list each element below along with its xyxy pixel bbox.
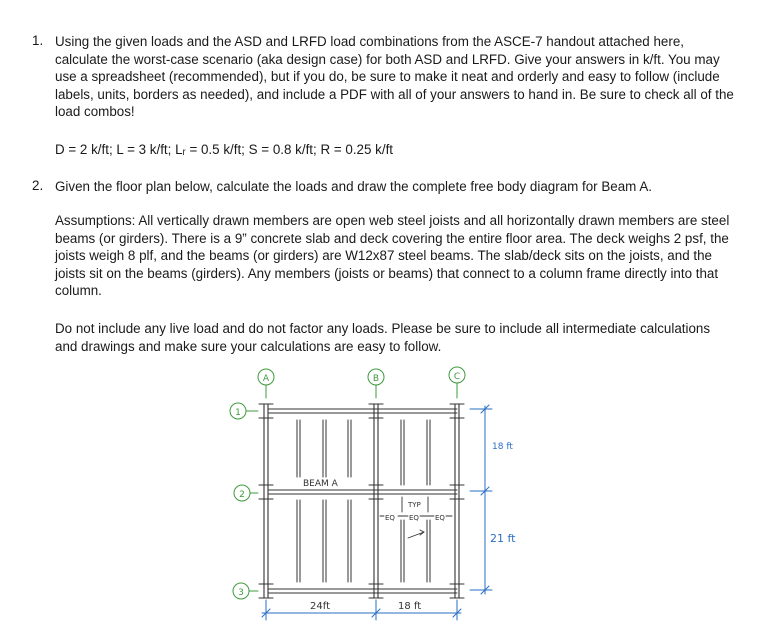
question-1-text: Using the given loads and the ASD and LRFD load combinations from the ASCE-7 handout attached here, calculate the worst-case scenario (aka design case) for both ASD and LRFD. Give your answers in k/ft. You may use a spreadsheet (recommended), but if you do, be sure to make it neat and orderly and easy to follow (include labels, units, borders as needed), and include a PDF with all of your answers to hand in. Be sure to check all of the load combos!: [55, 34, 734, 120]
question-2-assumptions: Assumptions: All vertically drawn members are open web steel joists and all horizontally drawn members are steel beams (or girders). There is a 9” concrete slab and deck covering the entire floor area. The deck weighs 2 psf, the joists weigh 8 plf, and the beams (or girders) are W12x87 steel beams. The slab/deck sits on the joists, and the joists sit on the beams (girders). Any members (joists or beams) that connect to a column frame directly into that column.: [55, 213, 730, 299]
grid-label-2: 2: [239, 490, 245, 500]
grid-row-bubbles: [230, 403, 258, 599]
question-2-number: 2.: [32, 178, 44, 193]
eq-label-2: EQ: [409, 514, 419, 522]
grid-label-c: C: [453, 372, 461, 382]
beam-a-label: BEAM A: [303, 479, 338, 489]
right-dimension: [470, 405, 492, 594]
grid-label-a: A: [262, 374, 270, 384]
question-2-instructions: Do not include any live load and do not factor any loads. Please be sure to include all intermediate calculations and drawings and make sure your calculations are easy to follow.: [55, 321, 711, 354]
question-1-loads: D = 2 k/ft; L = 3 k/ft; Lᵣ = 0.5 k/ft; S = 0.8 k/ft; R = 0.25 k/ft: [55, 142, 394, 157]
grid-column-bubbles: [258, 367, 465, 398]
question-2-text: Given the floor plan below, calculate the loads and draw the complete free body diagram for Beam A.: [55, 179, 652, 194]
eq-label-1: EQ: [385, 514, 395, 522]
dim-right-bay: 18 ft: [398, 601, 422, 612]
eq-label-3: EQ: [435, 514, 445, 522]
typ-label: TYP: [408, 501, 421, 509]
dim-top-span: 18 ft: [492, 442, 513, 452]
dim-bottom-span: 21 ft: [490, 532, 516, 545]
bottom-dimension: [262, 600, 461, 620]
grid-label-1: 1: [235, 408, 241, 418]
question-1-number: 1.: [32, 33, 44, 48]
dim-left-bay: 24ft: [310, 601, 330, 612]
beams: [268, 409, 457, 593]
grid-label-3: 3: [238, 588, 244, 598]
column-flanges: [259, 404, 464, 598]
grid-label-b: B: [372, 374, 380, 384]
sketch-labels: [235, 372, 516, 612]
